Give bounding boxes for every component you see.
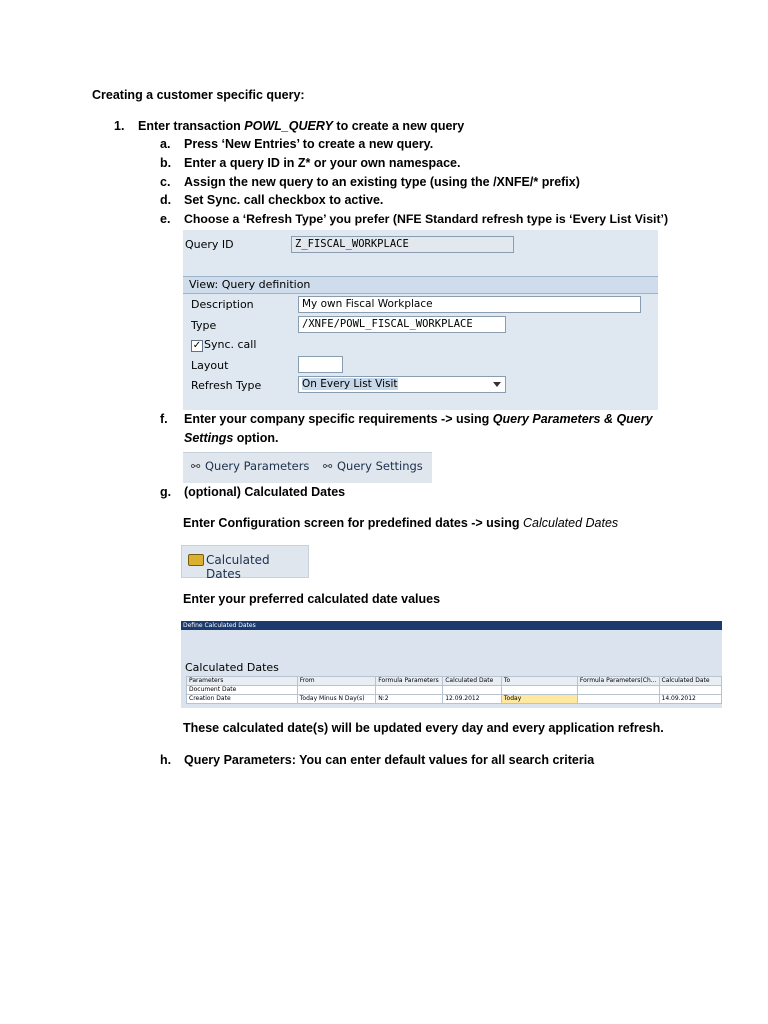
step-c-text: Assign the new query to an existing type (using the /XNFE/* prefix) bbox=[184, 175, 580, 189]
description-label: Description bbox=[191, 298, 254, 311]
query-definition-panel bbox=[183, 230, 658, 410]
query-id-field[interactable]: Z_FISCAL_WORKPLACE bbox=[291, 236, 514, 253]
refresh-type-label: Refresh Type bbox=[191, 379, 262, 392]
layout-label: Layout bbox=[191, 359, 229, 372]
query-definition-title: View: Query definition bbox=[189, 278, 311, 291]
table-cell[interactable]: Today bbox=[501, 695, 577, 704]
col-header: Calculated Date bbox=[443, 677, 502, 686]
col-header: Calculated Date bbox=[659, 677, 722, 686]
table-header-row bbox=[187, 677, 722, 686]
step-a-text: Press ‘New Entries’ to create a new query. bbox=[184, 137, 434, 151]
sync-call-label: Sync. call bbox=[204, 338, 257, 351]
step-b-letter: b. bbox=[160, 156, 172, 170]
table-cell: 12.09.2012 bbox=[443, 695, 502, 704]
step-f-text-line2: Settings option. bbox=[184, 431, 279, 445]
table-cell[interactable] bbox=[577, 686, 659, 695]
step-e-text: Choose a ‘Refresh Type’ you prefer (NFE Standard refresh type is ‘Every List Visit’) bbox=[184, 212, 669, 226]
refresh-type-value: On Every List Visit bbox=[302, 378, 398, 390]
step-h-letter: h. bbox=[160, 753, 172, 767]
col-header: From bbox=[297, 677, 376, 686]
query-definition-header bbox=[183, 276, 658, 294]
chevron-down-icon[interactable] bbox=[493, 382, 501, 387]
query-toolbar bbox=[183, 452, 432, 483]
step-e-letter: e. bbox=[160, 212, 171, 226]
section-title: Calculated Dates bbox=[185, 661, 279, 674]
table-cell[interactable] bbox=[376, 686, 443, 695]
table-cell bbox=[443, 686, 502, 695]
col-header: Parameters bbox=[187, 677, 298, 686]
step-1-number: 1. bbox=[114, 119, 125, 133]
table-cell[interactable]: N:2 bbox=[376, 695, 443, 704]
table-cell: 14.09.2012 bbox=[659, 695, 722, 704]
window-title: Define Calculated Dates bbox=[181, 621, 722, 630]
table-cell: Document Date bbox=[187, 686, 298, 695]
calculated-dates-button[interactable]: Calculated Dates bbox=[181, 545, 309, 578]
glasses-icon: ⚯ bbox=[191, 460, 201, 473]
step-d-letter: d. bbox=[160, 193, 172, 207]
step-a-letter: a. bbox=[160, 137, 171, 151]
folder-icon bbox=[188, 554, 204, 566]
col-header: Formula Parameters(Ch... bbox=[577, 677, 659, 686]
step-h-text: Query Parameters: You can enter default values for all search criteria bbox=[184, 753, 595, 767]
glasses-icon: ⚯ bbox=[323, 460, 333, 473]
table-cell[interactable] bbox=[577, 695, 659, 704]
query-settings-button[interactable]: ⚯ Query Settings bbox=[323, 459, 423, 473]
query-parameters-button[interactable]: ⚯ Query Parameters bbox=[191, 459, 310, 473]
g-instruction-2: Enter your preferred calculated date values bbox=[183, 592, 441, 606]
table-cell[interactable] bbox=[501, 686, 577, 695]
calculated-dates-screen bbox=[181, 621, 722, 708]
step-1-text: Enter transaction POWL_QUERY to create a new query bbox=[138, 119, 465, 133]
table-cell[interactable] bbox=[297, 686, 376, 695]
table-row[interactable] bbox=[187, 686, 722, 695]
g-instruction-1: Enter Configuration screen for predefined dates -> using Calculated Dates bbox=[183, 516, 619, 530]
g-instruction-3: These calculated date(s) will be updated every day and every application refresh. bbox=[183, 721, 664, 735]
table-cell[interactable]: Today Minus N Day(s) bbox=[297, 695, 376, 704]
description-field[interactable]: My own Fiscal Workplace bbox=[298, 296, 641, 313]
sync-call-checkbox[interactable]: ✓ bbox=[192, 340, 202, 351]
step-g-letter: g. bbox=[160, 485, 172, 499]
type-label: Type bbox=[191, 319, 217, 332]
step-b-text: Enter a query ID in Z* or your own namespace. bbox=[184, 156, 461, 170]
refresh-type-dropdown[interactable] bbox=[298, 376, 506, 393]
step-f-letter: f. bbox=[160, 412, 168, 426]
col-header: To bbox=[501, 677, 577, 686]
step-c-letter: c. bbox=[160, 175, 171, 189]
type-field[interactable]: /XNFE/POWL_FISCAL_WORKPLACE bbox=[298, 316, 506, 333]
layout-field[interactable] bbox=[298, 356, 343, 373]
document-heading: Creating a customer specific query: bbox=[92, 88, 305, 102]
table-cell bbox=[659, 686, 722, 695]
query-id-label: Query ID bbox=[185, 238, 234, 251]
step-g-text: (optional) Calculated Dates bbox=[184, 485, 346, 499]
table-cell: Creation Date bbox=[187, 695, 298, 704]
step-f-text: Enter your company specific requirements -> using Query Parameters & Query bbox=[184, 412, 653, 426]
calculated-dates-table bbox=[186, 676, 722, 704]
table-row[interactable] bbox=[187, 695, 722, 704]
step-d-text: Set Sync. call checkbox to active. bbox=[184, 193, 384, 207]
col-header: Formula Parameters bbox=[376, 677, 443, 686]
